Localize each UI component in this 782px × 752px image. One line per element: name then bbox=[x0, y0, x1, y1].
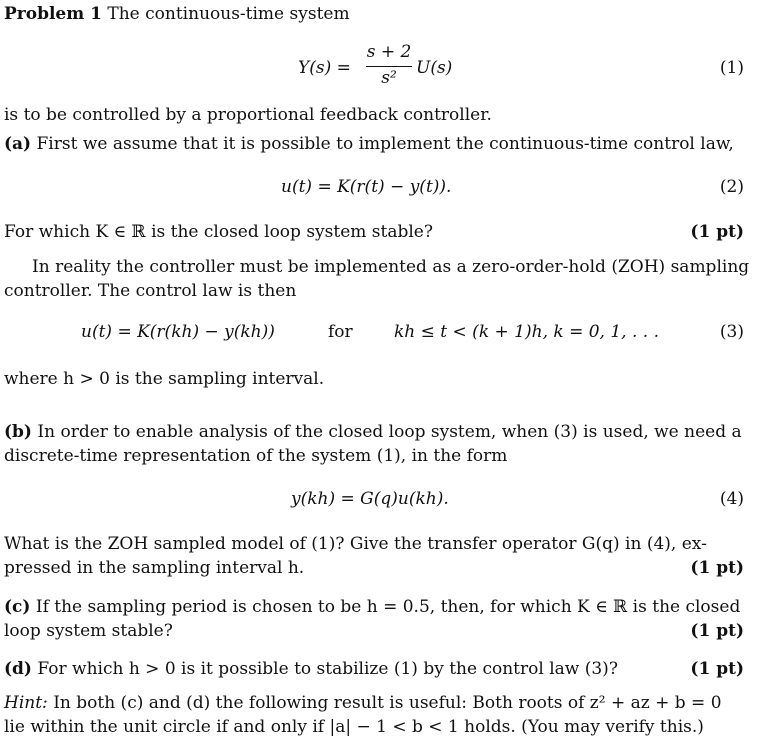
part-c-label: (c) bbox=[4, 597, 31, 617]
part-d-line bbox=[4, 658, 618, 680]
eq1-rhs: U(s) bbox=[416, 58, 453, 78]
eq1-fraction-bar bbox=[366, 66, 412, 67]
part-d-text: For which h > 0 is it possible to stabilize (1) by the control law (3)? bbox=[37, 659, 618, 679]
part-a-intro: First we assume that it is possible to implement the continuous-time control law, bbox=[36, 134, 734, 154]
part-d-label: (d) bbox=[4, 659, 32, 679]
eq1-numerator: s + 2 bbox=[366, 42, 412, 62]
eq3-left: u(t) = K(r(kh) − y(kh)) bbox=[81, 322, 275, 342]
paragraph-controller: is to be controlled by a proportional feedback controller. bbox=[4, 105, 492, 125]
part-b-line1-text: In order to enable analysis of the closed loop system, when (3) is used, we need a bbox=[37, 422, 742, 442]
part-b-line1 bbox=[4, 421, 742, 443]
part-b-label: (b) bbox=[4, 422, 32, 442]
hint-line1 bbox=[4, 692, 722, 714]
hint-line1-text: In both (c) and (d) the following result is useful: Both roots of z² + az + b = 0 bbox=[53, 693, 722, 713]
eq1-lhs: Y(s) = bbox=[298, 58, 351, 78]
hint-label: Hint: bbox=[4, 693, 48, 713]
reality-line1: In reality the controller must be implemented as a zero-order-hold (ZOH) sampling bbox=[32, 257, 750, 277]
eq4-number: (4) bbox=[719, 489, 744, 509]
eq3-right: kh ≤ t < (k + 1)h, k = 0, 1, . . . bbox=[394, 322, 659, 342]
problem-label: Problem 1 bbox=[4, 4, 102, 24]
part-c-line1 bbox=[4, 596, 740, 618]
part-a-label: (a) bbox=[4, 134, 32, 154]
eq2-number: (2) bbox=[719, 177, 744, 197]
problem-header bbox=[4, 3, 350, 25]
eq2: u(t) = K(r(t) − y(t)). bbox=[281, 177, 452, 197]
part-b-points: (1 pt) bbox=[690, 558, 744, 578]
reality-where: where h > 0 is the sampling interval. bbox=[4, 369, 325, 389]
part-b-line2: discrete-time representation of the system (1), in the form bbox=[4, 446, 508, 466]
reality-line2: controller. The control law is then bbox=[4, 281, 297, 301]
part-a-question: For which K ∈ ℝ is the closed loop system stable? bbox=[4, 222, 433, 242]
part-d-points: (1 pt) bbox=[690, 659, 744, 679]
part-a-points: (1 pt) bbox=[690, 222, 744, 242]
part-c-line1-text: If the sampling period is chosen to be h = 0.5, then, for which K ∈ ℝ is the closed bbox=[35, 597, 741, 617]
eq1-number: (1) bbox=[719, 58, 744, 78]
part-c-points: (1 pt) bbox=[690, 621, 744, 641]
eq3-number: (3) bbox=[719, 322, 744, 342]
hint-line2: lie within the unit circle if and only if |a| − 1 < b < 1 holds. (You may verify this.) bbox=[4, 717, 704, 737]
eq3-for: for bbox=[328, 322, 353, 342]
part-c-line2: loop system stable? bbox=[4, 621, 173, 641]
eq1-denominator: s² bbox=[381, 68, 397, 88]
part-a-text bbox=[4, 133, 734, 155]
part-b-question-line1: What is the ZOH sampled model of (1)? Give the transfer operator G(q) in (4), ex- bbox=[4, 534, 707, 554]
eq4: y(kh) = G(q)u(kh). bbox=[291, 489, 449, 509]
part-b-question-line2: pressed in the sampling interval h. bbox=[4, 558, 305, 578]
problem-intro: The continuous-time system bbox=[107, 4, 350, 24]
